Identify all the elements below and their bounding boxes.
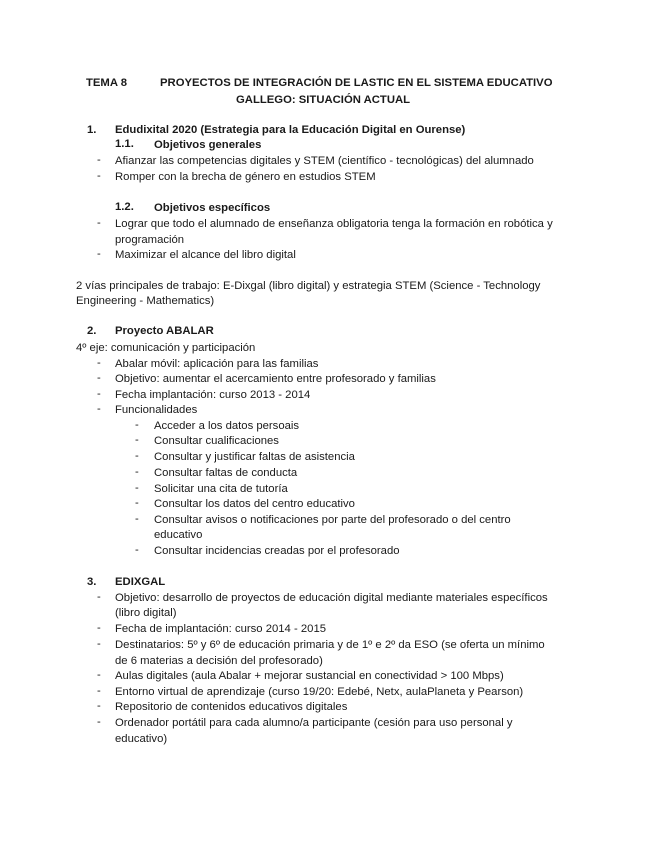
sub-list-item: Consultar faltas de conducta	[154, 467, 298, 479]
bullet-dash: -	[97, 154, 101, 166]
bullet-dash: -	[97, 372, 101, 384]
list-item: Fecha de implantación: curso 2014 - 2015	[115, 623, 327, 635]
bullet-dash: -	[97, 248, 101, 260]
bullet-dash: -	[97, 357, 101, 369]
sub-bullet-dash: -	[135, 497, 139, 509]
subsection-1-2-heading: Objetivos específicos	[154, 202, 271, 214]
sub-bullet-dash: -	[135, 450, 139, 462]
list-item-continuation: de 6 materias a decisión del profesorado)	[115, 655, 323, 667]
list-item: Repositorio de contenidos educativos digitales	[115, 701, 348, 713]
bullet-dash: -	[97, 716, 101, 728]
subsection-1-1-number: 1.1.	[115, 138, 134, 150]
sub-bullet-dash: -	[135, 419, 139, 431]
sub-list-item: Consultar los datos del centro educativo	[154, 498, 355, 510]
bullet-dash: -	[97, 622, 101, 634]
list-item: Romper con la brecha de género en estudios STEM	[115, 171, 376, 183]
section-1-heading: Edudixital 2020 (Estrategia para la Educación Digital en Ourense)	[115, 124, 466, 136]
list-item: Lograr que todo el alumnado de enseñanza obligatoria tenga la formación en robótica y	[115, 218, 553, 230]
list-item: Fecha implantación: curso 2013 - 2014	[115, 389, 311, 401]
bullet-dash: -	[97, 638, 101, 650]
list-item-continuation: educativo)	[115, 733, 168, 745]
bullet-dash: -	[97, 700, 101, 712]
list-item: Maximizar el alcance del libro digital	[115, 249, 296, 261]
list-item: Objetivo: aumentar el acercamiento entre profesorado y familias	[115, 373, 436, 385]
subsection-1-2-number: 1.2.	[115, 201, 134, 213]
section-3-heading: EDIXGAL	[115, 576, 166, 588]
title-line-2: GALLEGO: SITUACIÓN ACTUAL	[236, 94, 411, 106]
subsection-1-1-heading: Objetivos generales	[154, 139, 262, 151]
sub-bullet-dash: -	[135, 544, 139, 556]
title-line-1: PROYECTOS DE INTEGRACIÓN DE LASTIC EN EL SISTEMA EDUCATIVO	[160, 77, 553, 89]
section-2-intro: 4º eje: comunicación y participación	[76, 342, 256, 354]
sub-bullet-dash: -	[135, 482, 139, 494]
sub-bullet-dash: -	[135, 513, 139, 525]
list-item: Afianzar las competencias digitales y STEM (científico - tecnológicas) del alumnado	[115, 155, 534, 167]
list-item-continuation: (libro digital)	[115, 607, 177, 619]
tema-label: TEMA 8	[86, 77, 128, 89]
sub-list-item: Consultar incidencias creadas por el profesorado	[154, 545, 400, 557]
list-item: Entorno virtual de aprendizaje (curso 19/20: Edebé, Netx, aulaPlaneta y Pearson)	[115, 686, 524, 698]
sub-list-item-continuation: educativo	[154, 529, 203, 541]
sub-list-item: Acceder a los datos persoais	[154, 420, 300, 432]
bullet-dash: -	[97, 170, 101, 182]
list-item: Destinatarios: 5º y 6º de educación primaria y de 1º e 2º da ESO (se oferta un mínimo	[115, 639, 545, 651]
section-2-number: 2.	[87, 325, 97, 337]
bullet-dash: -	[97, 685, 101, 697]
paragraph-line: 2 vías principales de trabajo: E-Dixgal (libro digital) y estrategia STEM (Science - Technology	[76, 280, 541, 292]
sub-bullet-dash: -	[135, 466, 139, 478]
sub-list-item: Consultar cualificaciones	[154, 435, 279, 447]
list-item: Aulas digitales (aula Abalar + mejorar sustancial en conectividad > 100 Mbps)	[115, 670, 504, 682]
sub-list-item: Solicitar una cita de tutoría	[154, 483, 288, 495]
section-3-number: 3.	[87, 576, 97, 588]
section-1-number: 1.	[87, 124, 97, 136]
sub-list-item: Consultar avisos o notificaciones por parte del profesorado o del centro	[154, 514, 511, 526]
list-item: Objetivo: desarrollo de proyectos de educación digital mediante materiales específicos	[115, 592, 548, 604]
bullet-dash: -	[97, 403, 101, 415]
paragraph-line: Engineering - Mathematics)	[76, 295, 215, 307]
list-item: Abalar móvil: aplicación para las familias	[115, 358, 319, 370]
sub-bullet-dash: -	[135, 434, 139, 446]
list-item: Ordenador portátil para cada alumno/a participante (cesión para uso personal y	[115, 717, 513, 729]
list-item-continuation: programación	[115, 234, 185, 246]
list-item: Funcionalidades	[115, 404, 198, 416]
section-2-heading: Proyecto ABALAR	[115, 325, 214, 337]
bullet-dash: -	[97, 591, 101, 603]
bullet-dash: -	[97, 669, 101, 681]
bullet-dash: -	[97, 217, 101, 229]
bullet-dash: -	[97, 388, 101, 400]
sub-list-item: Consultar y justificar faltas de asistencia	[154, 451, 355, 463]
